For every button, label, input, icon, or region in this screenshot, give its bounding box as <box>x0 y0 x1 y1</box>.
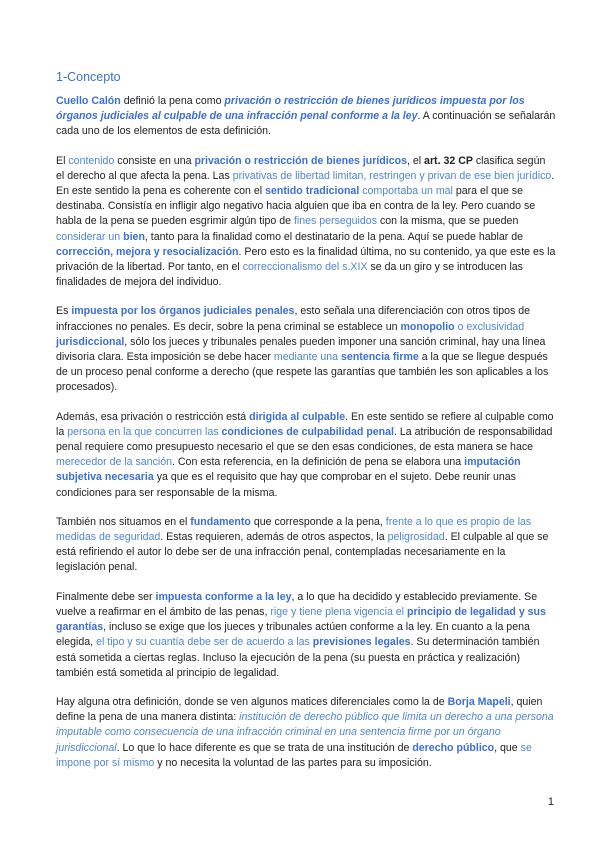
highlighted-text: jurisdiccional <box>56 335 125 348</box>
text-run: con la misma, que se pueden <box>377 215 519 228</box>
text-run: , que <box>494 741 521 754</box>
paragraph <box>56 515 556 576</box>
document-body <box>56 94 556 771</box>
highlighted-text: Borja Mapeli <box>447 695 511 708</box>
text-run: . Lo que lo hace diferente es que se trata de una institución de <box>116 741 413 754</box>
highlighted-text: correccionalismo del s.XIX <box>242 261 368 274</box>
text-run: . El culpable al que se está refiriendo el autor lo debe ser de una infracción penal, contempladas necesariamente en la legislación penal. <box>56 531 549 574</box>
text-run: que corresponde a la pena, <box>250 515 386 528</box>
text-run: clasifica según el derecho al que afecta la pena. Las <box>56 154 546 182</box>
text-run: . Pero esto es la finalidad última, no su contenido, ya que este es la privación de la libertad. Por tanto, en el <box>56 245 556 274</box>
highlighted-text: rige y tiene plena vigencia el <box>270 605 407 618</box>
highlighted-text: monopolio <box>400 320 455 333</box>
text-run: . La atribución de responsabilidad penal requiere como presupuesto necesario el que se den esas condiciones, de esta manera se hace <box>56 425 553 454</box>
highlighted-text: persona en la que concurren las <box>67 425 222 438</box>
highlighted-text: condiciones de culpabilidad penal <box>221 425 394 438</box>
text-run: ya que es el requisito que hay que comprobar en el sujeto. Debe reunir unas condiciones para ser responsable de la misma. <box>56 471 516 499</box>
highlighted-text: derecho público <box>412 741 495 754</box>
text-run: Finalmente debe ser <box>56 590 156 603</box>
text-run: Es <box>56 305 72 318</box>
highlighted-text: frente a lo que es propio de las medidas de seguridad <box>56 515 532 544</box>
text-run: , esto señala una diferenciación con otros tipos de infracciones no penales. Es decir, sobre la pena criminal se establece un <box>56 305 531 333</box>
text-run: Además, esa privación o restricción está <box>56 410 250 423</box>
highlighted-text: institución de derecho público que limita un derecho a una persona imputable como consecuencia de una infracción criminal en una sentencia firme por un órgano jurisdiccional <box>56 711 554 754</box>
text-run: . Estas requieren, además de otros aspectos, la <box>160 531 388 544</box>
highlighted-text: privación o restricción de bienes jurídicos <box>194 154 407 167</box>
highlighted-text: se impone por sí mismo <box>56 741 532 769</box>
highlighted-text: peligrosidad <box>387 531 445 544</box>
highlighted-text: imputación subjetiva necesaria <box>56 456 521 484</box>
text-run: y no necesita la voluntad de las partes para su imposición. <box>154 756 432 769</box>
highlighted-text: sentido tradicional <box>265 185 360 198</box>
text-run: . En este sentido la pena es coherente con el <box>56 169 555 198</box>
highlighted-text: contenido <box>68 154 115 167</box>
text-run: para el que se destinaba. Consistía en infligir algo negativo hacia alguien que iba en contra de la ley. Pero cuando se habla de la pena se pueden esgrimir algún tipo de <box>56 185 536 228</box>
highlighted-text: impuesta por los órganos judiciales penales <box>71 305 295 318</box>
page-number: 1 <box>547 796 554 808</box>
text-run: , quien define la pena de una manera distinta: <box>56 695 543 724</box>
paragraph <box>56 94 556 140</box>
highlighted-text: el tipo y su cuantía debe ser de acuerdo a las <box>96 636 313 649</box>
highlighted-text: corrección, mejora y resocialización <box>56 245 239 258</box>
text-run: , a lo que ha decidido y establecido previamente. Se vuelve a reafirmar en el ámbito de las penas, <box>56 590 538 618</box>
section-heading: 1-Concepto <box>56 70 121 84</box>
text-run: También nos situamos en el <box>56 515 191 528</box>
text-run: . Su determinación también está sometida a ciertas reglas. Incluso la ejecución de la pena (su puesta en práctica y realización) también está sometida al principio de legalidad. <box>56 636 540 679</box>
highlighted-text: impuesta conforme a la ley <box>155 590 292 603</box>
highlighted-text: principio de legalidad y sus garantías <box>56 605 546 634</box>
highlighted-text: mediante una <box>273 351 342 364</box>
paragraph <box>56 590 556 681</box>
paragraph <box>56 695 556 771</box>
paragraph <box>56 154 556 291</box>
highlighted-text: o exclusividad <box>454 320 525 333</box>
highlighted-text: considerar un <box>56 230 124 243</box>
highlighted-text: sentencia firme <box>341 351 419 364</box>
highlighted-text: merecedor de la sanción <box>56 456 173 469</box>
text-run: consiste en una <box>114 154 195 167</box>
highlighted-text: Cuello Calón <box>56 95 121 107</box>
text-run: , tanto para la finalidad como el destinatario de la pena. Aquí se puede hablar de <box>144 230 524 243</box>
text-run: definió la pena como <box>120 95 225 107</box>
text-run: , el <box>406 154 425 167</box>
text-run: se da un giro y se introducen las finalidades de mejora del individuo. <box>56 261 523 289</box>
text-run: , incluso se exige que los jueces y tribunales actúen conforme a la ley. En cuanto a la pena elegida, <box>56 621 530 649</box>
highlighted-text: fundamento <box>190 515 251 528</box>
text-run: , sólo los jueces y tribunales penales pueden imponer una sanción criminal, hay una línea divisoria clara. Esta imposición se debe hacer <box>56 335 546 364</box>
highlighted-text: bien <box>123 230 145 243</box>
highlighted-text: previsiones legales <box>312 636 411 649</box>
text-run: . A continuación se señalarán cada uno de los elementos de esta definición. <box>56 110 556 138</box>
highlighted-text: dirigida al culpable <box>249 410 346 423</box>
highlighted-text: privativas de libertad limitan, restringen y privan de ese bien jurídico <box>232 169 552 182</box>
text-run: . En este sentido se refiere al culpable como la <box>56 410 554 438</box>
paragraph <box>56 410 556 501</box>
highlighted-text: art. 32 CP <box>424 154 473 167</box>
text-run: a la que se llegue después de un proceso penal conforme a derecho (que respete las garantías que también les son aplicables a los procesados). <box>56 351 549 394</box>
text-run: . Con esta referencia, en la definición de pena se elabora una <box>172 456 465 469</box>
text-run: El <box>56 154 69 167</box>
document-page <box>56 70 556 785</box>
highlighted-text: fines perseguidos <box>293 215 377 228</box>
highlighted-text: privación o restricción de bienes jurídicos impuesta por los órganos judiciales al culpable de una infracción penal conforme a la ley <box>56 95 525 123</box>
text-run: Hay alguna otra definición, donde se ven algunos matices diferenciales como la de <box>56 695 448 708</box>
highlighted-text: comportaba un mal <box>359 185 453 198</box>
paragraph <box>56 304 556 395</box>
